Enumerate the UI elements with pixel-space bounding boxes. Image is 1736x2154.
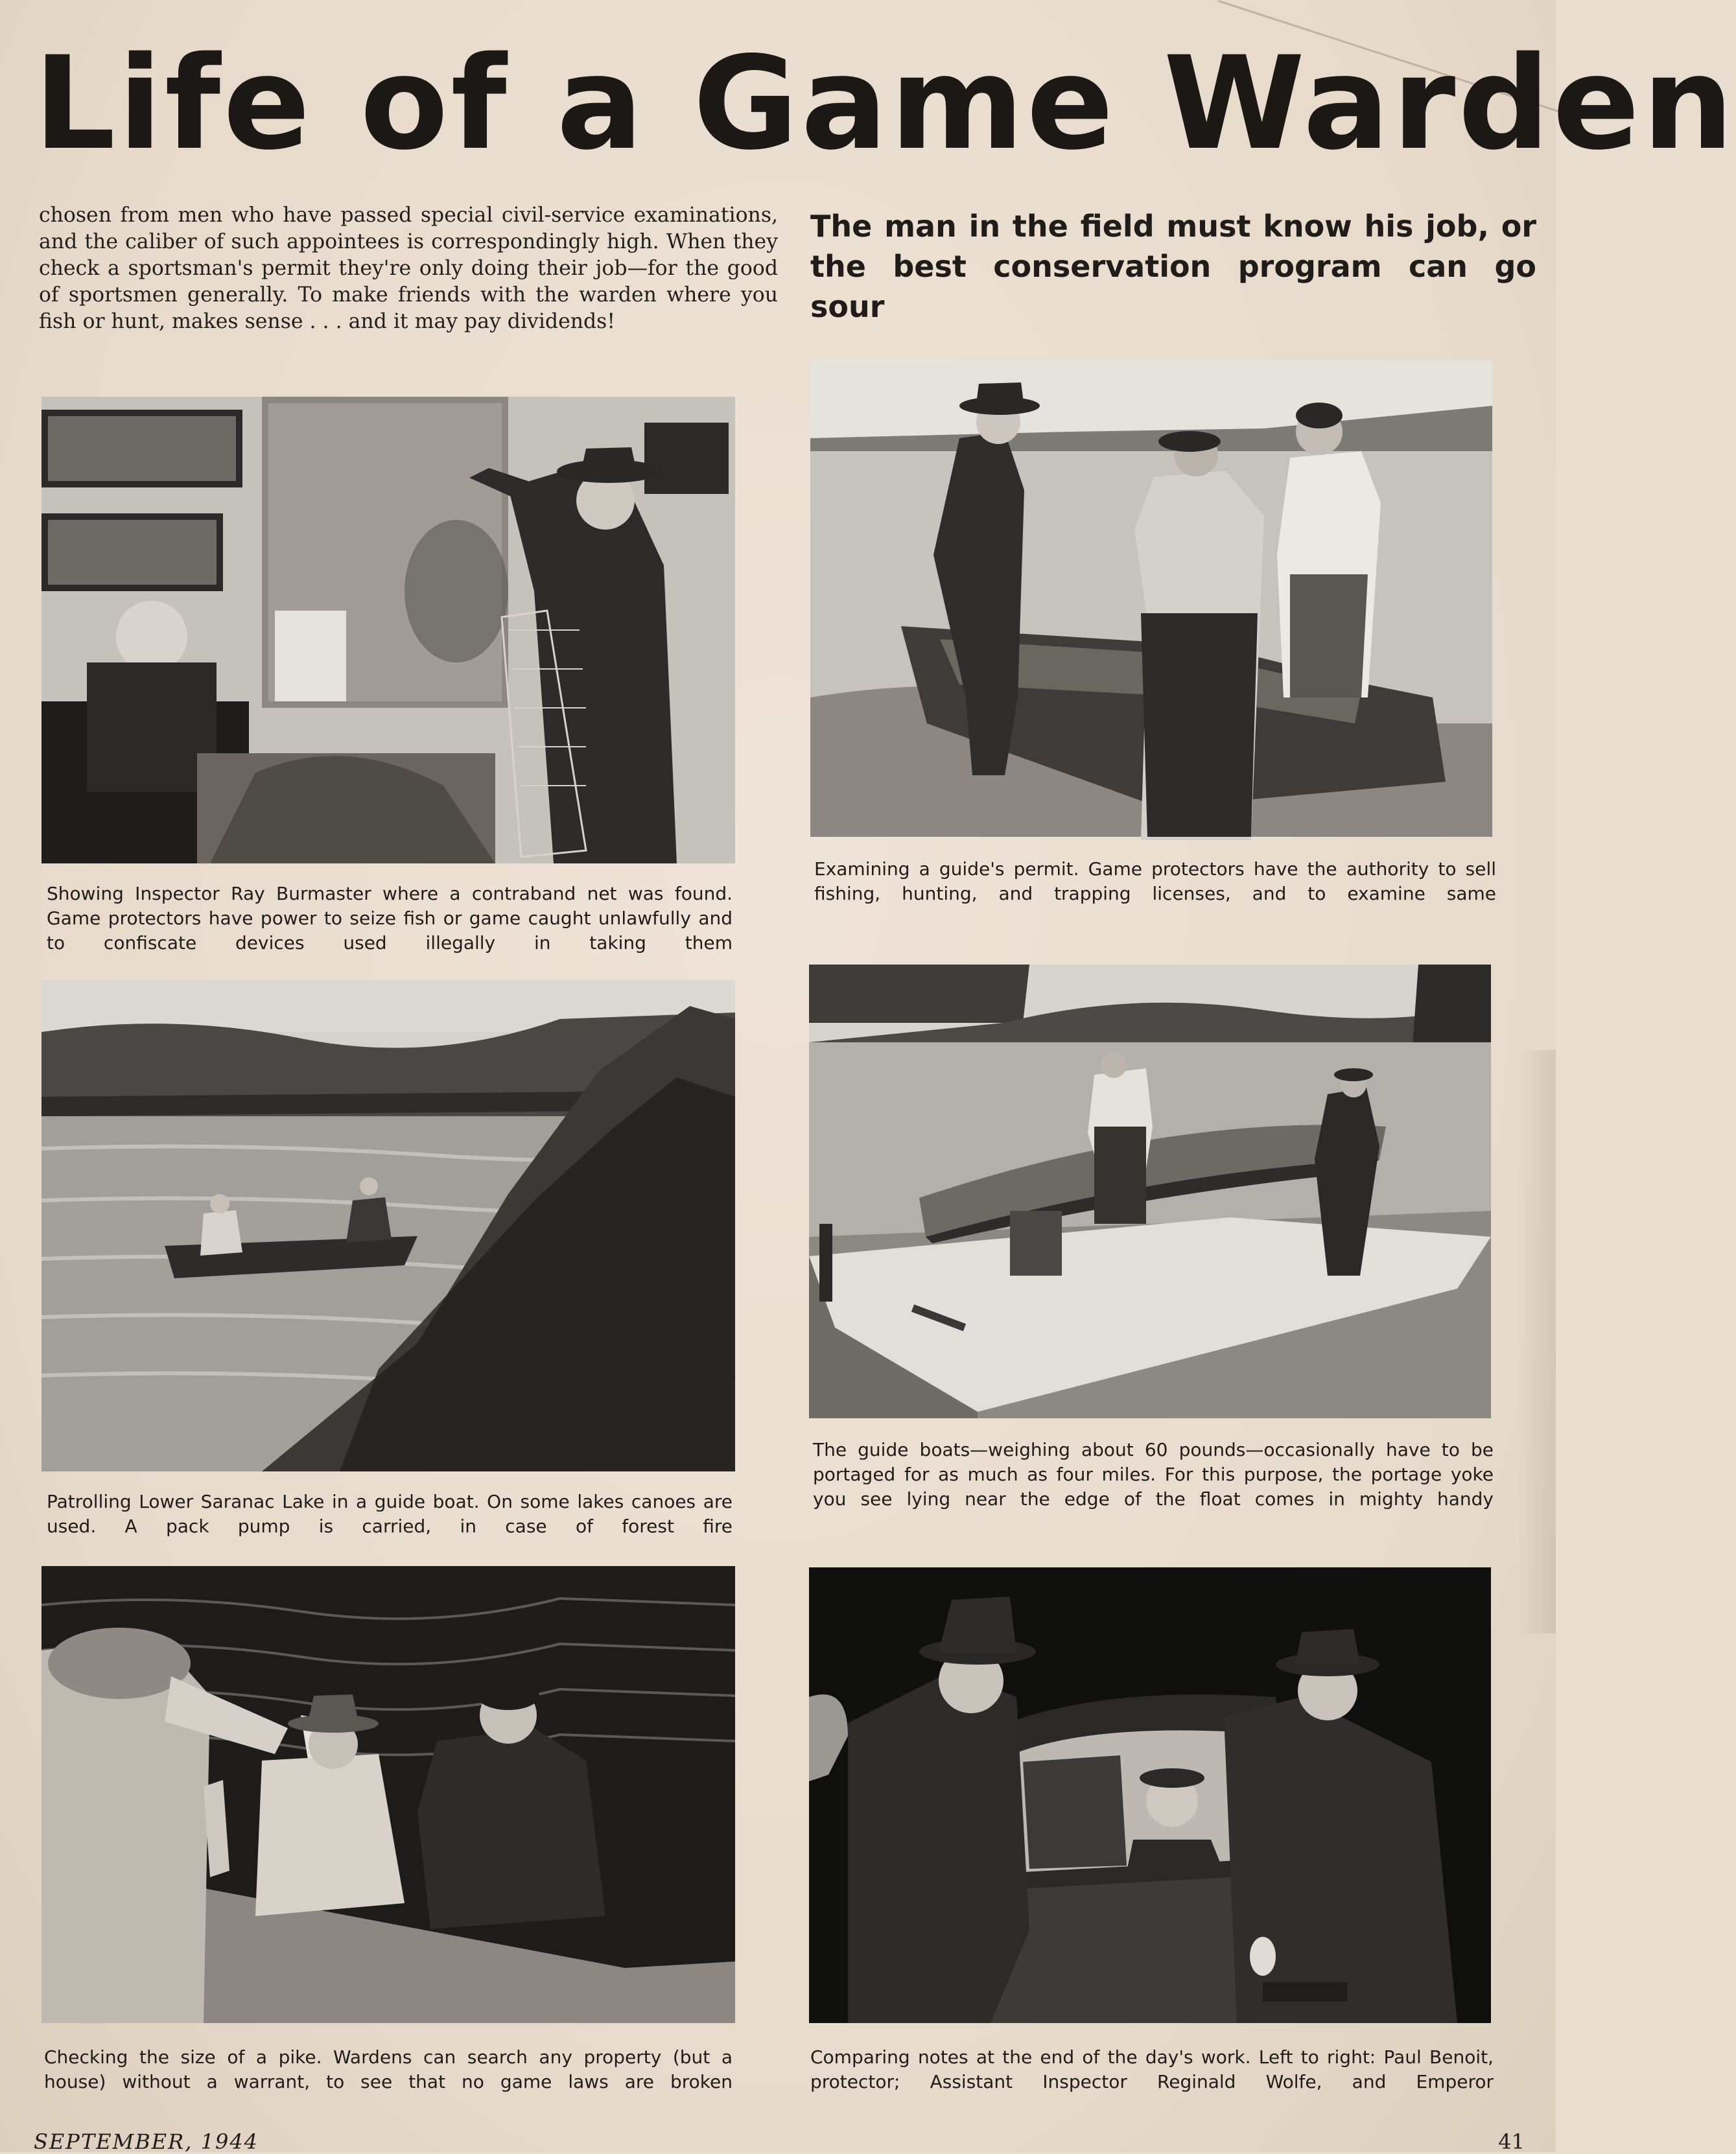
caption-photo-5: Checking the size of a pike. Wardens can search any property (but a house) without a warrant, to see that no game laws are broken — [44, 2046, 733, 2092]
caption-photo-6: Comparing notes at the end of the day's work. Left to right: Paul Benoit, protector; Assistant Inspector Reginald Wolfe, and Emperor — [810, 2046, 1494, 2092]
photo-car-night — [809, 1567, 1491, 2023]
issue-date: SEPTEMBER, 1944 — [34, 2129, 259, 2154]
photo-portage-float — [809, 965, 1491, 1418]
photo-lake-patrol — [41, 980, 735, 1471]
intro-paragraph: chosen from men who have passed special civil-service examinations, and the caliber of such appointees is correspondingly high. When they check a sportsman's permit they're only doing their job—for the good of sportsmen generally. To make friends with the warden where you fish or hunt, makes sense . . . and it may pay dividends! — [39, 204, 778, 333]
photo-pike-check — [41, 1566, 735, 2023]
page-number: 41 — [1498, 2129, 1525, 2154]
paper-edge-shadow — [1517, 1050, 1556, 1633]
caption-photo-2: Examining a guide's permit. Game protectors have the authority to sell fishing, hunting, and trapping licenses, and to examine same — [814, 858, 1496, 904]
deck-subheading: The man in the field must know his job, or the best conservation program can go sour — [810, 209, 1536, 324]
caption-photo-3: Patrolling Lower Saranac Lake in a guide boat. On some lakes canoes are used. A pack pump is carried, in case of forest fire — [47, 1491, 733, 1537]
caption-photo-1: Showing Inspector Ray Burmaster where a contraband net was found. Game protectors have power to seize fish or game caught unlawfully and to confiscate devices used illegally in taking them — [47, 883, 733, 954]
photo-permit-check — [810, 360, 1492, 837]
caption-photo-4: The guide boats—weighing about 60 pounds—occasionally have to be portaged for as much as four miles. For this purpose, the portage yoke you see lying near the edge of the float comes in mighty handy — [813, 1439, 1494, 1510]
photo-office-map — [41, 397, 735, 863]
page-headline: Life of a Game Warden — [34, 29, 1736, 178]
